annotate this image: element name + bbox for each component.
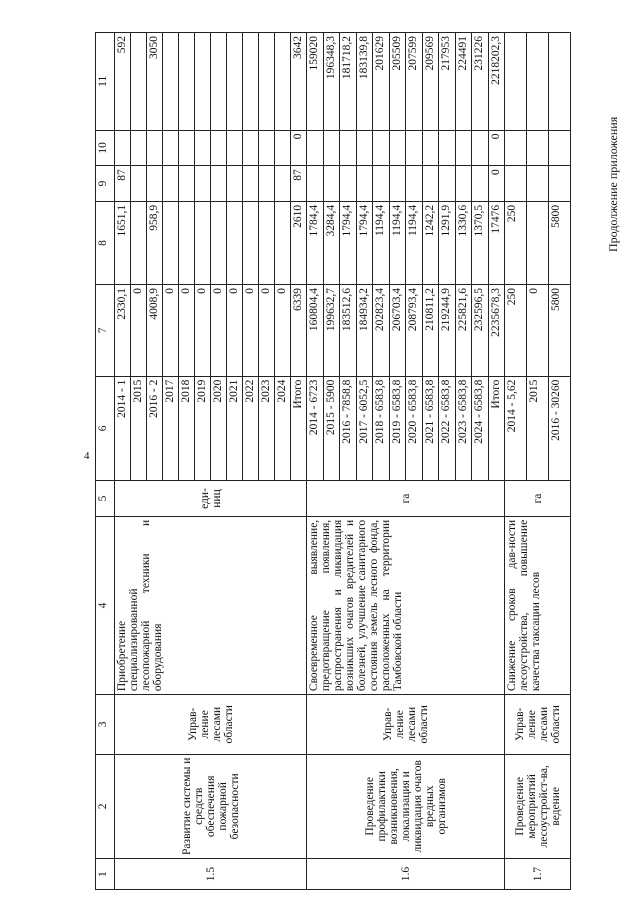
value-cell-c9: [527, 166, 549, 202]
value-cell-c9: [505, 166, 527, 202]
value-cell-c9: [439, 166, 456, 202]
indicator-text: Приобретение специализированной лесопожарной техники и оборудования: [115, 516, 307, 694]
executor-name: Управ-ление лесами области: [115, 695, 307, 754]
indicator-text: Своевременное выявление, предотвращение появления, распространения и ликвидация возникших очагов вредителей и болезней, улучшение санитарного состояния земель лесного фонда, расположенных на территории Тамбовской области: [307, 516, 505, 694]
value-cell-c7: 6339: [291, 285, 307, 377]
column-number-1: 1: [96, 859, 115, 890]
table-row: [115, 33, 131, 890]
value-cell-c9: [455, 166, 472, 202]
period-cell: Итого: [291, 376, 307, 481]
value-cell-c9: [323, 166, 340, 202]
table-row: [505, 33, 527, 890]
value-cell-c10: [455, 130, 472, 166]
value-cell-c7: 210811,2: [422, 285, 439, 377]
value-cell-c10: 0: [291, 130, 307, 166]
value-cell-c7: 5800: [549, 285, 571, 377]
value-cell-c11: 205509: [389, 33, 406, 131]
value-cell-c10: [527, 130, 549, 166]
period-cell: 2023: [259, 376, 275, 481]
table-rotated-container: [95, 32, 590, 890]
appendix-table: [95, 32, 571, 890]
period-cell: 2017: [163, 376, 179, 481]
unit-of-measure: га: [505, 481, 571, 517]
value-cell-c11: [211, 33, 227, 131]
value-cell-c10: [323, 130, 340, 166]
value-cell-c11: 217953: [439, 33, 456, 131]
value-cell-c9: [373, 166, 390, 202]
value-cell-c10: [275, 130, 291, 166]
period-cell: 2018 - 6583,8: [373, 376, 390, 481]
continuation-label-wrap: [600, 42, 622, 282]
value-cell-c7: 2330,1: [115, 285, 131, 377]
measure-name: Проведение мероприятий лесоустройст-ва, ведение: [505, 754, 571, 859]
period-cell: 2021 - 6583,8: [422, 376, 439, 481]
value-cell-c9: [179, 166, 195, 202]
value-cell-c9: 87: [115, 166, 131, 202]
value-cell-c8: 17476: [488, 201, 505, 284]
value-cell-c7: 0: [527, 285, 549, 377]
value-cell-c10: [549, 130, 571, 166]
value-cell-c7: 0: [243, 285, 259, 377]
period-cell: 2021: [227, 376, 243, 481]
value-cell-c7: 0: [227, 285, 243, 377]
value-cell-c11: [227, 33, 243, 131]
value-cell-c10: [356, 130, 373, 166]
value-cell-c9: [389, 166, 406, 202]
value-cell-c7: 0: [275, 285, 291, 377]
value-cell-c9: [163, 166, 179, 202]
value-cell-c8: 1651,1: [115, 201, 131, 284]
period-cell: 2022 - 6583,8: [439, 376, 456, 481]
value-cell-c10: [373, 130, 390, 166]
value-cell-c11: 196348,3: [323, 33, 340, 131]
continuation-label: Продолжение приложения: [606, 116, 620, 252]
value-cell-c10: [422, 130, 439, 166]
value-cell-c11: 181718,2: [340, 33, 357, 131]
table-row: [307, 33, 324, 890]
value-cell-c11: 2218202,3: [488, 33, 505, 131]
value-cell-c7: 0: [131, 285, 147, 377]
value-cell-c9: [549, 166, 571, 202]
value-cell-c8: [195, 201, 211, 284]
value-cell-c9: [227, 166, 243, 202]
value-cell-c8: 1242,2: [422, 201, 439, 284]
value-cell-c11: 231226: [472, 33, 489, 131]
period-cell: 2016 - 2: [147, 376, 163, 481]
value-cell-c11: [243, 33, 259, 131]
period-cell: 2024: [275, 376, 291, 481]
column-number-4: 4: [96, 516, 115, 694]
column-number-11: 11: [96, 33, 115, 131]
value-cell-c8: 1784,4: [307, 201, 324, 284]
value-cell-c11: 183139,8: [356, 33, 373, 131]
column-number-2: 2: [96, 754, 115, 859]
value-cell-c7: 0: [195, 285, 211, 377]
value-cell-c10: [406, 130, 423, 166]
value-cell-c10: [389, 130, 406, 166]
value-cell-c7: 208793,4: [406, 285, 423, 377]
value-cell-c10: [211, 130, 227, 166]
value-cell-c8: [243, 201, 259, 284]
column-number-5: 5: [96, 481, 115, 517]
value-cell-c9: [195, 166, 211, 202]
page-number: 4: [84, 450, 90, 462]
value-cell-c9: [356, 166, 373, 202]
value-cell-c7: 232596,5: [472, 285, 489, 377]
value-cell-c8: [527, 201, 549, 284]
unit-of-measure: еди-ниц: [115, 481, 307, 517]
value-cell-c8: 1794,4: [356, 201, 373, 284]
value-cell-c8: 2610: [291, 201, 307, 284]
value-cell-c9: [131, 166, 147, 202]
value-cell-c10: [147, 130, 163, 166]
section-number: 1.5: [115, 859, 307, 890]
value-cell-c10: [243, 130, 259, 166]
value-cell-c11: [163, 33, 179, 131]
value-cell-c11: 207599: [406, 33, 423, 131]
value-cell-c8: [211, 201, 227, 284]
value-cell-c7: 0: [179, 285, 195, 377]
value-cell-c9: [406, 166, 423, 202]
value-cell-c8: 5800: [549, 201, 571, 284]
period-cell: 2015 - 5900: [323, 376, 340, 481]
section-number: 1.6: [307, 859, 505, 890]
indicator-text: Снижение сроков дав-ности лесоустройства, повышение качества таксации лесов: [505, 516, 571, 694]
value-cell-c8: [275, 201, 291, 284]
value-cell-c11: 209569: [422, 33, 439, 131]
value-cell-c10: [163, 130, 179, 166]
value-cell-c11: [195, 33, 211, 131]
value-cell-c10: [227, 130, 243, 166]
value-cell-c10: [179, 130, 195, 166]
value-cell-c11: 3050: [147, 33, 163, 131]
value-cell-c9: [147, 166, 163, 202]
column-number-8: 8: [96, 201, 115, 284]
value-cell-c8: 958,9: [147, 201, 163, 284]
measure-name: Проведение профилактики возникновения, локализация и ликвидация очагов вредных организмов: [307, 754, 505, 859]
value-cell-c7: 184934,2: [356, 285, 373, 377]
period-cell: 2024 - 6583,8: [472, 376, 489, 481]
value-cell-c9: [307, 166, 324, 202]
period-cell: 2016 - 7858,8: [340, 376, 357, 481]
value-cell-c10: [340, 130, 357, 166]
measure-name: Развитие системы и средств обеспечения пожарной безопасности: [115, 754, 307, 859]
value-cell-c11: 201629: [373, 33, 390, 131]
value-cell-c10: [195, 130, 211, 166]
value-cell-c9: [259, 166, 275, 202]
period-cell: 2022: [243, 376, 259, 481]
period-cell: 2019 - 6583,8: [389, 376, 406, 481]
value-cell-c7: 183512,6: [340, 285, 357, 377]
column-number-row: [96, 33, 115, 890]
value-cell-c8: 1330,6: [455, 201, 472, 284]
value-cell-c11: [259, 33, 275, 131]
column-number-6: 6: [96, 376, 115, 481]
value-cell-c8: 3284,4: [323, 201, 340, 284]
value-cell-c10: [439, 130, 456, 166]
unit-of-measure: га: [307, 481, 505, 517]
value-cell-c8: [131, 201, 147, 284]
value-cell-c9: [340, 166, 357, 202]
executor-name: Управ-ление лесами области: [505, 695, 571, 754]
period-cell: 2014 - 5,62: [505, 376, 527, 481]
value-cell-c11: [505, 33, 527, 131]
value-cell-c9: [472, 166, 489, 202]
period-cell: 2020 - 6583,8: [406, 376, 423, 481]
column-number-7: 7: [96, 285, 115, 377]
value-cell-c10: [472, 130, 489, 166]
value-cell-c9: [275, 166, 291, 202]
value-cell-c10: [131, 130, 147, 166]
value-cell-c11: [527, 33, 549, 131]
value-cell-c10: [307, 130, 324, 166]
value-cell-c8: 1194,4: [373, 201, 390, 284]
value-cell-c8: 1794,4: [340, 201, 357, 284]
value-cell-c10: [259, 130, 275, 166]
period-cell: 2019: [195, 376, 211, 481]
value-cell-c7: 2235678,3: [488, 285, 505, 377]
period-cell: 2018: [179, 376, 195, 481]
value-cell-c7: 206703,4: [389, 285, 406, 377]
period-cell: 2015: [131, 376, 147, 481]
value-cell-c11: 592: [115, 33, 131, 131]
value-cell-c8: 1291,9: [439, 201, 456, 284]
value-cell-c11: 224491: [455, 33, 472, 131]
value-cell-c7: 225821,6: [455, 285, 472, 377]
period-cell: 2014 - 6723: [307, 376, 324, 481]
value-cell-c9: [211, 166, 227, 202]
period-cell: 2020: [211, 376, 227, 481]
value-cell-c7: 250: [505, 285, 527, 377]
section-number: 1.7: [505, 859, 571, 890]
column-number-9: 9: [96, 166, 115, 202]
value-cell-c11: 159020: [307, 33, 324, 131]
value-cell-c8: [259, 201, 275, 284]
value-cell-c10: 0: [488, 130, 505, 166]
value-cell-c10: [115, 130, 131, 166]
value-cell-c9: 87: [291, 166, 307, 202]
value-cell-c10: [505, 130, 527, 166]
value-cell-c7: 202823,4: [373, 285, 390, 377]
value-cell-c7: 0: [211, 285, 227, 377]
value-cell-c9: 0: [488, 166, 505, 202]
period-cell: 2016 - 30260: [549, 376, 571, 481]
column-number-10: 10: [96, 130, 115, 166]
value-cell-c11: [549, 33, 571, 131]
table-body: [115, 33, 571, 890]
value-cell-c11: [179, 33, 195, 131]
period-cell: 2015: [527, 376, 549, 481]
value-cell-c8: [163, 201, 179, 284]
value-cell-c8: 1194,4: [389, 201, 406, 284]
value-cell-c7: 0: [259, 285, 275, 377]
value-cell-c7: 160804,4: [307, 285, 324, 377]
value-cell-c9: [243, 166, 259, 202]
period-cell: 2023 - 6583,8: [455, 376, 472, 481]
value-cell-c8: 1370,5: [472, 201, 489, 284]
value-cell-c8: [227, 201, 243, 284]
value-cell-c7: 199632,7: [323, 285, 340, 377]
value-cell-c11: [275, 33, 291, 131]
value-cell-c8: 1194,4: [406, 201, 423, 284]
value-cell-c7: 219244,9: [439, 285, 456, 377]
value-cell-c8: [179, 201, 195, 284]
table-sheet: [95, 32, 590, 890]
value-cell-c8: 250: [505, 201, 527, 284]
value-cell-c9: [422, 166, 439, 202]
period-cell: Итого: [488, 376, 505, 481]
executor-name: Управ-ление лесами области: [307, 695, 505, 754]
value-cell-c11: 3642: [291, 33, 307, 131]
period-cell: 2017 - 6052,5: [356, 376, 373, 481]
value-cell-c7: 0: [163, 285, 179, 377]
column-number-3: 3: [96, 695, 115, 754]
period-cell: 2014 - 1: [115, 376, 131, 481]
value-cell-c7: 4008,9: [147, 285, 163, 377]
value-cell-c11: [131, 33, 147, 131]
